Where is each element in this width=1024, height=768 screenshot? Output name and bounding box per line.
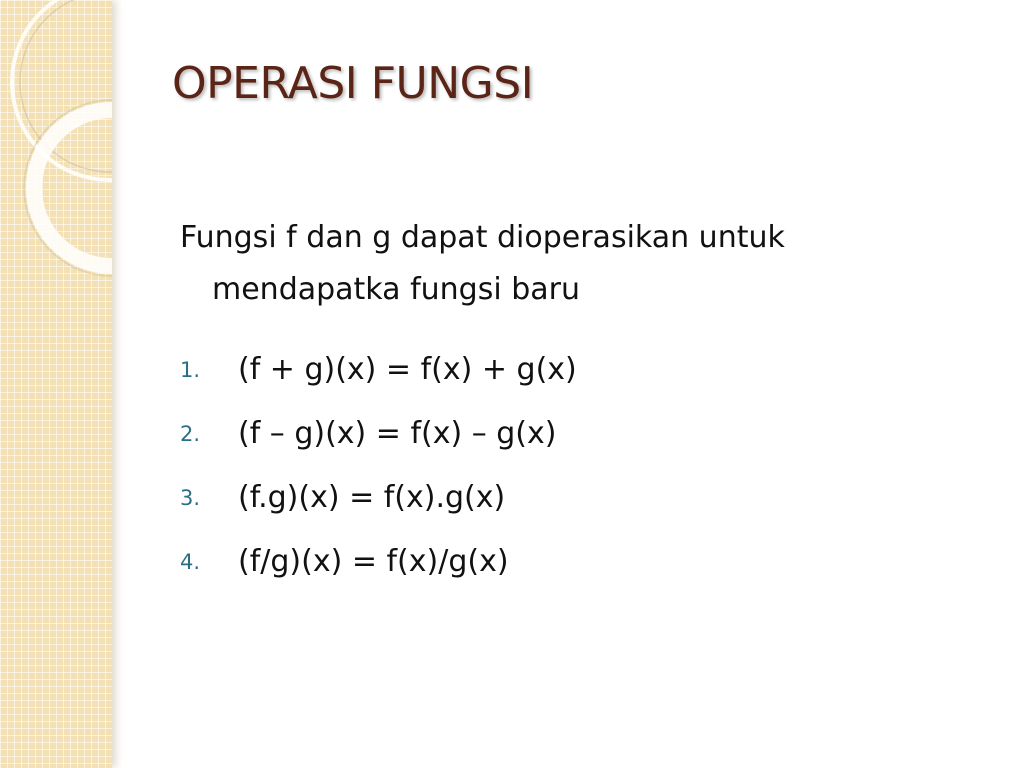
formula-text: (f + g)(x) = f(x) + g(x) xyxy=(238,352,577,387)
formula-number: 3. xyxy=(180,486,201,510)
intro-line-1: Fungsi f dan g dapat dioperasikan untuk xyxy=(180,220,785,255)
formula-item-multiplication xyxy=(180,466,960,530)
formula-item-addition xyxy=(180,338,960,402)
formula-item-subtraction xyxy=(180,402,960,466)
formula-text: (f.g)(x) = f(x).g(x) xyxy=(238,480,506,515)
formula-list xyxy=(180,338,960,594)
slide-body xyxy=(180,212,960,594)
decorative-rings xyxy=(0,0,112,768)
formula-number: 4. xyxy=(180,550,201,574)
intro-paragraph xyxy=(180,212,960,316)
formula-text: (f – g)(x) = f(x) – g(x) xyxy=(238,416,557,451)
formula-text: (f/g)(x) = f(x)/g(x) xyxy=(238,544,509,579)
formula-number: 1. xyxy=(180,358,201,382)
intro-line-2: mendapatka fungsi baru xyxy=(212,272,580,307)
formula-number: 2. xyxy=(180,422,201,446)
slide-title: OPERASI FUNGSI xyxy=(172,58,534,109)
formula-item-division xyxy=(180,530,960,594)
